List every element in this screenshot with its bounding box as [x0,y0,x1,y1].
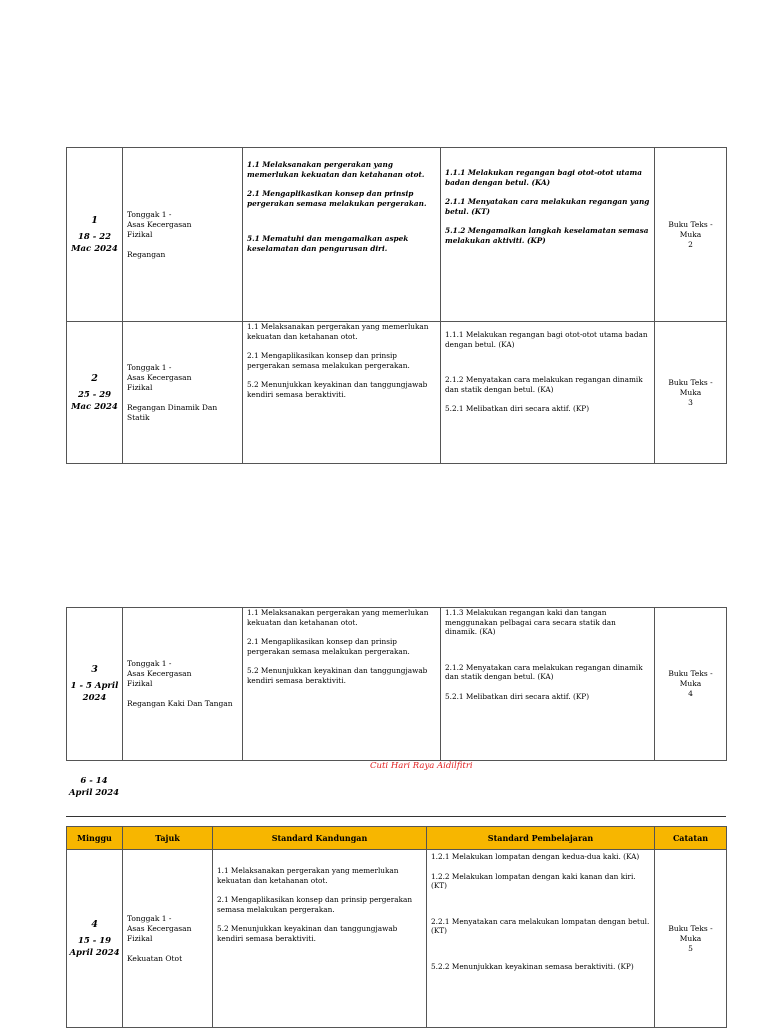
week-number: 4 [91,918,98,930]
learning-standard-item: 5.2.1 Melibatkan diri secara aktif. (KP) [445,691,590,701]
week-cell [67,850,123,1028]
reference-cell: Buku Teks - Muka 2 [655,148,727,322]
week-dates: 18 - 22 Mac 2024 [71,231,118,254]
content-standard-cell [243,148,441,322]
content-standard-item: 1.1 Melaksanakan pergerakan yang memerlukan kekuatan dan ketahanan otot. [247,160,425,179]
content-standard-item: 2.1 Mengaplikasikan konsep dan prinsip pergerakan semasa melakukan pergerakan. [247,189,427,208]
learning-standard-cell [427,850,655,1028]
reference-cell: Buku Teks - Muka 5 [655,850,727,1028]
learning-standard-item: 2.1.2 Menyatakan cara melakukan regangan dinamik dan statik dengan betul. (KA) [445,662,643,682]
learning-standard-item: 1.1.1 Melakukan regangan bagi otot-otot utama badan dengan betul. (KA) [445,330,648,349]
holiday-dates: 6 - 14 April 2024 [68,776,120,798]
week-cell [67,148,123,322]
content-standard-item: 2.1 Mengaplikasikan konsep dan prinsip pergerakan semasa melakukan pergerakan. [217,895,413,914]
week-number: 3 [91,664,98,675]
topic-cell [123,148,243,322]
content-standard-item: 1.1 Melaksanakan pergerakan yang memerlukan kekuatan dan ketahanan otot. [217,866,399,885]
week-1-table [66,147,727,464]
topic-cell [123,322,243,464]
week-number: 2 [91,372,98,384]
week-number: 1 [91,214,98,226]
learning-standard-item: 1.2.1 Melakukan lompatan dengan kedua-dua kaki. (KA) [431,852,640,861]
topic-subtitle: Regangan Dinamik Dan Statik [127,402,218,422]
topic-title: Tonggak 1 - Asas Kecergasan Fizikal [127,209,192,239]
week-cell [67,608,123,761]
learning-standard-cell [441,148,655,322]
learning-standard-item: 2.1.2 Menyatakan cara melakukan regangan dinamik dan statik dengan betul. (KA) [445,375,643,394]
content-standard-item: 5.2 Menunjukkan keyakinan dan tanggungjawab kendiri semasa beraktiviti. [217,924,398,943]
content-standard-item: 5.2 Menunjukkan keyakinan dan tanggungjawab kendiri semasa beraktiviti. [247,380,428,399]
holiday-label: Cuti Hari Raya Aidilfitri [370,761,473,771]
topic-title: Tonggak 1 - Asas Kecergasan Fizikal [127,362,192,392]
content-standard-item: 5.2 Menunjukkan keyakinan dan tanggungjawab kendiri semasa beraktiviti. [247,666,428,685]
learning-standard-item: 5.2.1 Melibatkan diri secara aktif. (KP) [445,404,590,414]
week-3-table [66,607,727,761]
learning-standard-item: 1.1.3 Melakukan regangan kaki dan tangan menggunakan pelbagai cara secara statik dan dinamik. (KA) [445,608,616,637]
week-4-table [66,826,727,1028]
header-learning-standard: Standard Pembelajaran [427,827,655,850]
content-standard-item: 1.1 Melaksanakan pergerakan yang memerlukan kekuatan dan ketahanan otot. [247,322,429,341]
header-notes: Catatan [655,827,727,850]
table-header-row [67,827,727,850]
content-standard-item: 5.1 Mematuhi dan mengamalkan aspek keselamatan dan pengurusan diri. [247,234,409,253]
learning-standard-cell [441,608,655,761]
learning-standard-cell [441,322,655,464]
header-week: Minggu [67,827,123,850]
topic-title: Tonggak 1 - Asas Kecergasan Fizikal [127,659,192,688]
learning-standard-item: 5.2.2 Menunjukkan keyakinan semasa beraktiviti. (KP) [431,961,634,971]
content-standard-cell [213,850,427,1028]
reference-cell: Buku Teks - Muka 4 [655,608,727,761]
topic-cell [123,850,213,1028]
learning-standard-item: 1.2.2 Melakukan lompatan dengan kaki kanan dan kiri. (KT) [431,871,636,891]
content-standard-cell [243,608,441,761]
content-standard-item: 2.1 Mengaplikasikan konsep dan prinsip pergerakan semasa melakukan pergerakan. [247,351,410,370]
section-divider [66,816,726,817]
learning-standard-item: 1.1.1 Melakukan regangan bagi otot-otot utama badan dengan betul. (KA) [445,168,642,187]
learning-standard-item: 2.2.1 Menyatakan cara melakukan lompatan dengan betul. (KT) [431,916,650,936]
topic-title: Tonggak 1 - Asas Kecergasan Fizikal [127,913,192,943]
week-cell [67,322,123,464]
week-dates: 15 - 19 April 2024 [69,935,120,958]
reference-cell: Buku Teks - Muka 3 [655,322,727,464]
content-standard-item: 2.1 Mengaplikasikan konsep dan prinsip pergerakan semasa melakukan pergerakan. [247,637,410,656]
header-content-standard: Standard Kandungan [213,827,427,850]
learning-standard-item: 2.1.1 Menyatakan cara melakukan regangan yang betul. (KT) [445,197,650,216]
topic-cell [123,608,243,761]
topic-subtitle: Regangan Kaki Dan Tangan [127,699,233,708]
learning-standard-item: 5.1.2 Mengamalkan langkah keselamatan semasa melakukan aktiviti. (KP) [445,226,649,245]
week-dates: 1 - 5 April 2024 [70,681,119,703]
topic-subtitle: Kekuatan Otot [127,953,183,963]
topic-subtitle: Regangan [127,249,166,259]
content-standard-cell [243,322,441,464]
header-topic: Tajuk [123,827,213,850]
week-dates: 25 - 29 Mac 2024 [71,389,118,412]
content-standard-item: 1.1 Melaksanakan pergerakan yang memerlukan kekuatan dan ketahanan otot. [247,608,429,627]
